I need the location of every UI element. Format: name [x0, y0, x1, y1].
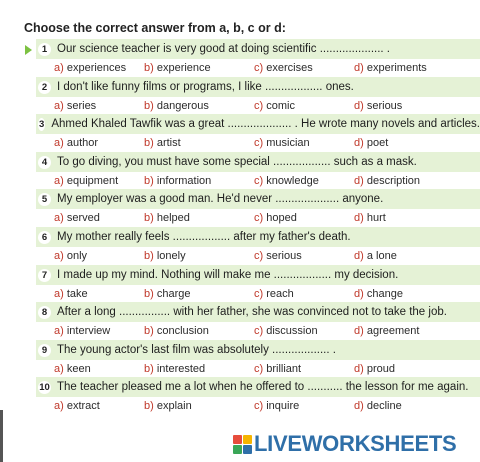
- answer-option[interactable]: [354, 288, 403, 300]
- option-letter: c): [254, 363, 264, 375]
- question-number: 4: [38, 156, 51, 169]
- answer-option[interactable]: [144, 288, 190, 300]
- option-letter: b): [144, 288, 154, 300]
- option-letter: a): [54, 212, 64, 224]
- question-line: [36, 152, 480, 172]
- answer-option[interactable]: [354, 325, 419, 337]
- question-line: [36, 189, 480, 209]
- option-text: description: [366, 175, 421, 187]
- worksheet-title: Choose the correct answer from a, b, c or d:: [24, 21, 286, 35]
- logo-mark-icon: [233, 435, 252, 454]
- option-text: series: [66, 100, 97, 112]
- option-letter: c): [254, 325, 264, 337]
- option-text: proud: [366, 363, 395, 375]
- answer-option[interactable]: [254, 250, 302, 262]
- question-line: [36, 340, 480, 360]
- option-text: knowledge: [266, 175, 319, 187]
- play-arrow-icon[interactable]: [25, 45, 32, 55]
- question-item: [36, 39, 480, 78]
- option-text: helped: [156, 212, 190, 224]
- answer-option[interactable]: [54, 175, 118, 187]
- option-text: hoped: [266, 212, 297, 224]
- option-text: brilliant: [266, 363, 302, 375]
- option-letter: c): [254, 100, 264, 112]
- answer-option[interactable]: [254, 212, 297, 224]
- option-letter: b): [144, 325, 154, 337]
- option-text: served: [66, 212, 100, 224]
- answer-option[interactable]: [144, 137, 181, 149]
- question-line: [36, 302, 480, 322]
- option-text: decline: [366, 400, 402, 412]
- answer-option[interactable]: [54, 250, 87, 262]
- question-line: [36, 227, 480, 247]
- question-item: [36, 114, 480, 153]
- option-text: a lone: [366, 250, 397, 262]
- question-item: [36, 302, 480, 341]
- option-letter: b): [144, 175, 154, 187]
- option-text: interview: [66, 325, 111, 337]
- option-letter: a): [54, 62, 64, 74]
- answer-options: [36, 247, 480, 266]
- option-letter: a): [54, 100, 64, 112]
- question-line: [36, 77, 480, 97]
- question-text: Our science teacher is very good at doing scientific .................... .: [57, 43, 391, 55]
- option-text: explain: [156, 400, 192, 412]
- option-letter: c): [254, 175, 264, 187]
- option-text: artist: [156, 137, 181, 149]
- option-letter: d): [354, 175, 364, 187]
- option-text: take: [66, 288, 88, 300]
- question-number: 10: [39, 381, 50, 393]
- option-text: discussion: [266, 325, 318, 337]
- option-letter: a): [54, 325, 64, 337]
- option-letter: c): [254, 250, 264, 262]
- option-letter: d): [354, 100, 364, 112]
- option-letter: c): [254, 288, 264, 300]
- option-text: comic: [266, 100, 295, 112]
- logo-text: LIVEWORKSHEETS: [254, 431, 457, 456]
- answer-option[interactable]: [54, 100, 96, 112]
- option-text: change: [366, 288, 403, 300]
- answer-option[interactable]: [254, 175, 319, 187]
- question-number: 9: [38, 344, 51, 357]
- option-text: charge: [156, 288, 191, 300]
- question-text: The young actor's last film was absolutely .................. .: [57, 344, 336, 356]
- question-item: [36, 227, 480, 266]
- answer-option[interactable]: [54, 400, 100, 412]
- option-letter: c): [254, 62, 264, 74]
- question-text: I don't like funny films or programs, I like .................. ones.: [57, 81, 354, 93]
- question-number: 6: [38, 231, 51, 244]
- answer-option[interactable]: [254, 288, 294, 300]
- answer-option[interactable]: [144, 400, 192, 412]
- option-text: only: [66, 250, 88, 262]
- question-number: 5: [38, 193, 51, 206]
- option-letter: c): [254, 137, 264, 149]
- option-letter: d): [354, 250, 364, 262]
- answer-options: [36, 397, 480, 416]
- question-item: [36, 265, 480, 304]
- option-text: serious: [266, 250, 302, 262]
- option-text: serious: [366, 100, 403, 112]
- answer-option[interactable]: [54, 62, 126, 74]
- question-number: 3: [39, 118, 45, 130]
- option-text: author: [66, 137, 99, 149]
- answer-option[interactable]: [354, 137, 388, 149]
- option-letter: b): [144, 363, 154, 375]
- option-text: agreement: [366, 325, 420, 337]
- question-number: 8: [38, 306, 51, 319]
- question-item: [36, 189, 480, 228]
- question-item: [36, 340, 480, 379]
- option-letter: d): [354, 325, 364, 337]
- question-text: My employer was a good man. He'd never .................... anyone.: [57, 193, 384, 205]
- question-text: Ahmed Khaled Tawfik was a great .................... . He wrote many novels and articles.: [51, 118, 480, 130]
- answer-option[interactable]: [254, 137, 310, 149]
- option-letter: a): [54, 250, 64, 262]
- answer-option[interactable]: [354, 175, 420, 187]
- question-text: I made up my mind. Nothing will make me .................. my decision.: [57, 269, 399, 281]
- question-item: [36, 77, 480, 116]
- question-item: [36, 152, 480, 191]
- answer-option[interactable]: [354, 212, 386, 224]
- option-letter: c): [254, 212, 264, 224]
- answer-option[interactable]: [354, 363, 395, 375]
- answer-option[interactable]: [254, 400, 299, 412]
- answer-option[interactable]: [354, 62, 427, 74]
- option-letter: b): [144, 62, 154, 74]
- option-text: conclusion: [156, 325, 209, 337]
- answer-options: [36, 209, 480, 228]
- answer-option[interactable]: [144, 250, 186, 262]
- option-text: extract: [66, 400, 100, 412]
- option-text: experiences: [66, 62, 127, 74]
- question-line: [36, 265, 480, 285]
- option-text: dangerous: [156, 100, 209, 112]
- answer-option[interactable]: [144, 100, 209, 112]
- answer-option[interactable]: [144, 363, 205, 375]
- answer-option[interactable]: [54, 137, 98, 149]
- option-letter: d): [354, 400, 364, 412]
- liveworksheets-logo: [233, 432, 456, 456]
- answer-option[interactable]: [54, 212, 100, 224]
- page-edge: [0, 410, 3, 462]
- option-text: lonely: [156, 250, 186, 262]
- option-letter: b): [144, 137, 154, 149]
- answer-options: [36, 134, 480, 153]
- answer-option[interactable]: [144, 62, 211, 74]
- option-text: poet: [366, 137, 389, 149]
- answer-option[interactable]: [54, 288, 88, 300]
- option-letter: a): [54, 363, 64, 375]
- option-text: reach: [266, 288, 294, 300]
- option-text: musician: [266, 137, 310, 149]
- option-text: experiments: [366, 62, 427, 74]
- answer-options: [36, 59, 480, 78]
- answer-option[interactable]: [254, 100, 295, 112]
- question-text: After a long ................ with her father, she was convinced not to take the job.: [57, 306, 447, 318]
- option-letter: b): [144, 400, 154, 412]
- answer-option[interactable]: [144, 325, 209, 337]
- question-text: The teacher pleased me a lot when he offered to ........... the lesson for me again.: [57, 381, 469, 393]
- answer-options: [36, 322, 480, 341]
- option-letter: d): [354, 137, 364, 149]
- option-letter: a): [54, 400, 64, 412]
- option-letter: b): [144, 212, 154, 224]
- answer-option[interactable]: [54, 363, 91, 375]
- option-text: inquire: [266, 400, 300, 412]
- question-number: 2: [38, 81, 51, 94]
- answer-option[interactable]: [354, 400, 402, 412]
- option-letter: d): [354, 288, 364, 300]
- answer-option[interactable]: [254, 62, 313, 74]
- question-text: My mother really feels .................. after my father's death.: [57, 231, 351, 243]
- option-text: information: [156, 175, 212, 187]
- option-letter: b): [144, 250, 154, 262]
- answer-option[interactable]: [54, 325, 110, 337]
- option-text: interested: [156, 363, 206, 375]
- answer-option[interactable]: [354, 100, 402, 112]
- question-line: [36, 114, 480, 134]
- option-letter: b): [144, 100, 154, 112]
- option-text: experience: [156, 62, 211, 74]
- question-text: To go diving, you must have some special .................. such as a mask.: [57, 156, 417, 168]
- answer-option[interactable]: [144, 212, 190, 224]
- option-letter: a): [54, 288, 64, 300]
- question-number: 7: [38, 269, 51, 282]
- option-letter: c): [254, 400, 264, 412]
- option-letter: d): [354, 212, 364, 224]
- question-line: [36, 39, 480, 59]
- answer-option[interactable]: [144, 175, 211, 187]
- option-letter: a): [54, 137, 64, 149]
- option-text: hurt: [366, 212, 386, 224]
- option-letter: a): [54, 175, 64, 187]
- answer-option[interactable]: [354, 250, 397, 262]
- option-letter: d): [354, 363, 364, 375]
- question-line: [36, 377, 480, 397]
- answer-option[interactable]: [254, 325, 318, 337]
- question-item: [36, 377, 480, 416]
- answer-option[interactable]: [254, 363, 301, 375]
- option-text: exercises: [266, 62, 313, 74]
- option-letter: d): [354, 62, 364, 74]
- option-text: keen: [66, 363, 91, 375]
- question-number: 1: [38, 43, 51, 56]
- option-text: equipment: [66, 175, 119, 187]
